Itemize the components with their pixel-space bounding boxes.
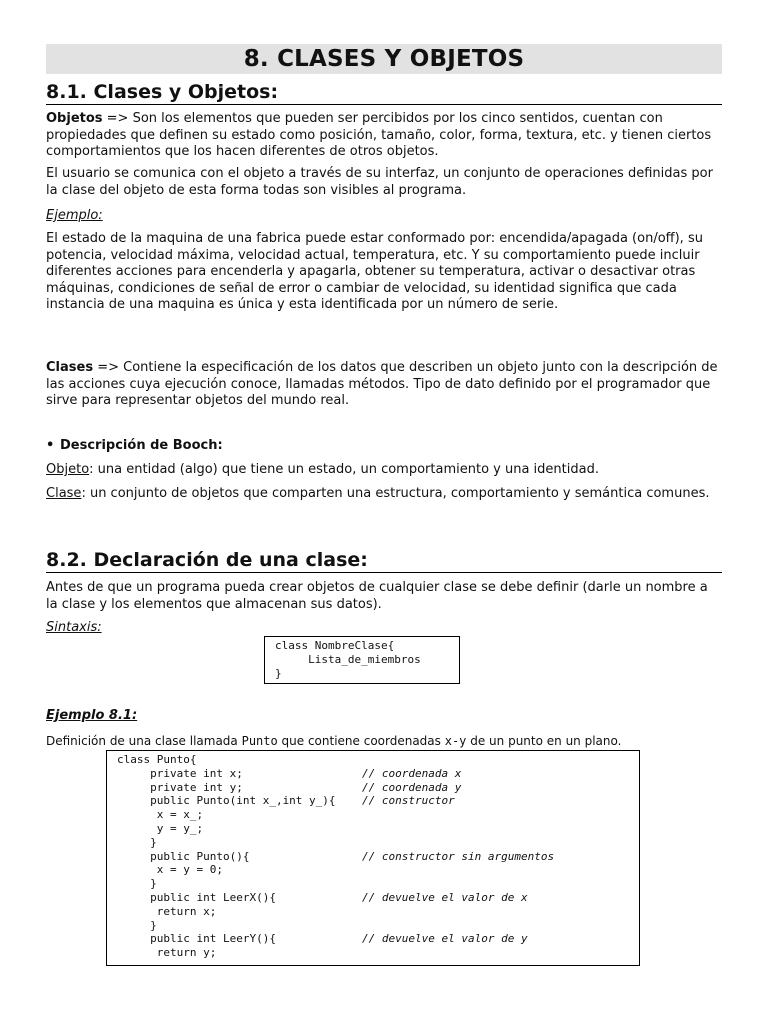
code-line: [117, 905, 633, 919]
caption-pre: Definición de una clase llamada: [46, 734, 242, 748]
chapter-title: 8. CLASES Y OBJETOS: [46, 44, 722, 74]
syntax-code-box: class NombreClase{ Lista_de_miembros }: [264, 636, 460, 684]
code-line-comment: // constructor: [362, 794, 455, 808]
code-line: [117, 781, 633, 795]
definition-objeto-text: : una entidad (algo) que tiene un estado, un comportamiento y una identidad.: [89, 462, 599, 477]
definition-clase: [46, 486, 722, 503]
example-label: Ejemplo:: [46, 208, 103, 223]
code-line: [117, 753, 633, 767]
paragraph-clases-text: => Contiene la especificación de los datos que describen un objeto junto con la descripción de las acciones cuya ejecución conoce, llamadas métodos. Tipo de dato definido por el programador que sirve para representar objetos del mundo real.: [46, 360, 718, 408]
paragraph-interfaz: El usuario se comunica con el objeto a través de su interfaz, un conjunto de operaciones definidas por la clase del objeto de esta forma todas son visibles al programa.: [46, 166, 713, 198]
section-heading-8-1: 8.1. Clases y Objetos:: [46, 81, 722, 105]
code-line-code: public int LeerX(){: [117, 890, 363, 904]
syntax-label-wrap: [46, 620, 722, 637]
bullet-booch-label: Descripción de Booch:: [60, 438, 223, 453]
code-line: [117, 946, 633, 960]
code-line-comment: // constructor sin argumentos: [362, 849, 555, 863]
code-line-code: }: [117, 918, 157, 932]
caption-post: de un punto en un plano.: [466, 734, 622, 748]
code-line-code: private int y;: [117, 780, 363, 794]
paragraph-clases: [46, 360, 722, 410]
caption-code-xy: x-y: [444, 734, 467, 748]
bullet-dot-icon: •: [46, 438, 55, 453]
code-line: [117, 850, 633, 864]
example-8-1-label-wrap: [46, 708, 722, 725]
code-line-code: }: [117, 877, 157, 891]
code-line-code: x = y = 0;: [117, 863, 223, 877]
code-line: [117, 877, 633, 891]
paragraph-maquina: El estado de la maquina de una fabrica puede estar conformado por: encendida/apagada (on/off), su potencia, velocidad máxima, velocidad actual, temperatura, etc. Y su comportamiento puede incluir diferentes acciones para encenderla y apagarla, obtener su temperatura, activar o desactivar otras máquinas, condiciones de señal de error o cambiar de velocidad, su identidad significa que cada instancia de una maquina es única y esta identificada por un número de serie.: [46, 231, 703, 312]
code-line-code: public Punto(int x_,int y_){: [117, 794, 363, 808]
code-line: [117, 836, 633, 850]
code-line-code: public int LeerY(){: [117, 932, 363, 946]
code-line-comment: // devuelve el valor de y: [362, 932, 528, 946]
code-line: [117, 794, 633, 808]
term-objetos: Objetos: [46, 111, 103, 126]
definition-objeto: [46, 462, 722, 479]
caption-mid: que contiene coordenadas: [277, 734, 445, 748]
paragraph-objetos: [46, 111, 722, 161]
example-label-wrap: [46, 208, 722, 225]
caption-code-punto: Punto: [241, 734, 278, 748]
code-line: [117, 891, 633, 905]
example-8-1-label: Ejemplo 8.1:: [46, 708, 138, 723]
code-line-code: y = y_;: [117, 821, 204, 835]
code-line: [117, 932, 633, 946]
definition-clase-term: Clase: [46, 486, 82, 501]
definition-objeto-term: Objeto: [46, 462, 90, 477]
code-line-code: return y;: [117, 946, 217, 960]
code-line: [117, 822, 633, 836]
code-line-comment: // devuelve el valor de x: [362, 890, 528, 904]
definition-clase-text: : un conjunto de objetos que comparten una estructura, comportamiento y semántica comunes.: [81, 486, 710, 501]
code-line-code: public Punto(){: [117, 849, 363, 863]
example-caption: [46, 734, 621, 749]
code-line: [117, 808, 633, 822]
code-line-code: return x;: [117, 904, 217, 918]
code-line: [117, 919, 633, 933]
code-line: [117, 767, 633, 781]
code-line-code: }: [117, 835, 157, 849]
term-clases: Clases: [46, 360, 94, 375]
code-line-code: x = x_;: [117, 808, 204, 822]
section-heading-8-2: 8.2. Declaración de una clase:: [46, 549, 722, 573]
code-box-punto: [106, 750, 640, 966]
syntax-label: Sintaxis:: [46, 620, 102, 635]
code-line-comment: // coordenada y: [362, 780, 462, 794]
paragraph-objetos-text: => Son los elementos que pueden ser percibidos por los cinco sentidos, cuentan con propiedades que definen su estado como posición, tamaño, color, forma, textura, etc. y tienen ciertos comportamientos que los hacen diferentes de otros objetos.: [46, 111, 712, 159]
code-line-comment: // coordenada x: [362, 766, 462, 780]
paragraph-declaracion: Antes de que un programa pueda crear objetos de cualquier clase se debe definir (darle un nombre a la clase y los elementos que almacenan sus datos).: [46, 580, 708, 612]
code-line: [117, 863, 633, 877]
bullet-booch: [46, 438, 223, 454]
code-line-code: private int x;: [117, 766, 363, 780]
code-line-code: class Punto{: [117, 753, 197, 766]
